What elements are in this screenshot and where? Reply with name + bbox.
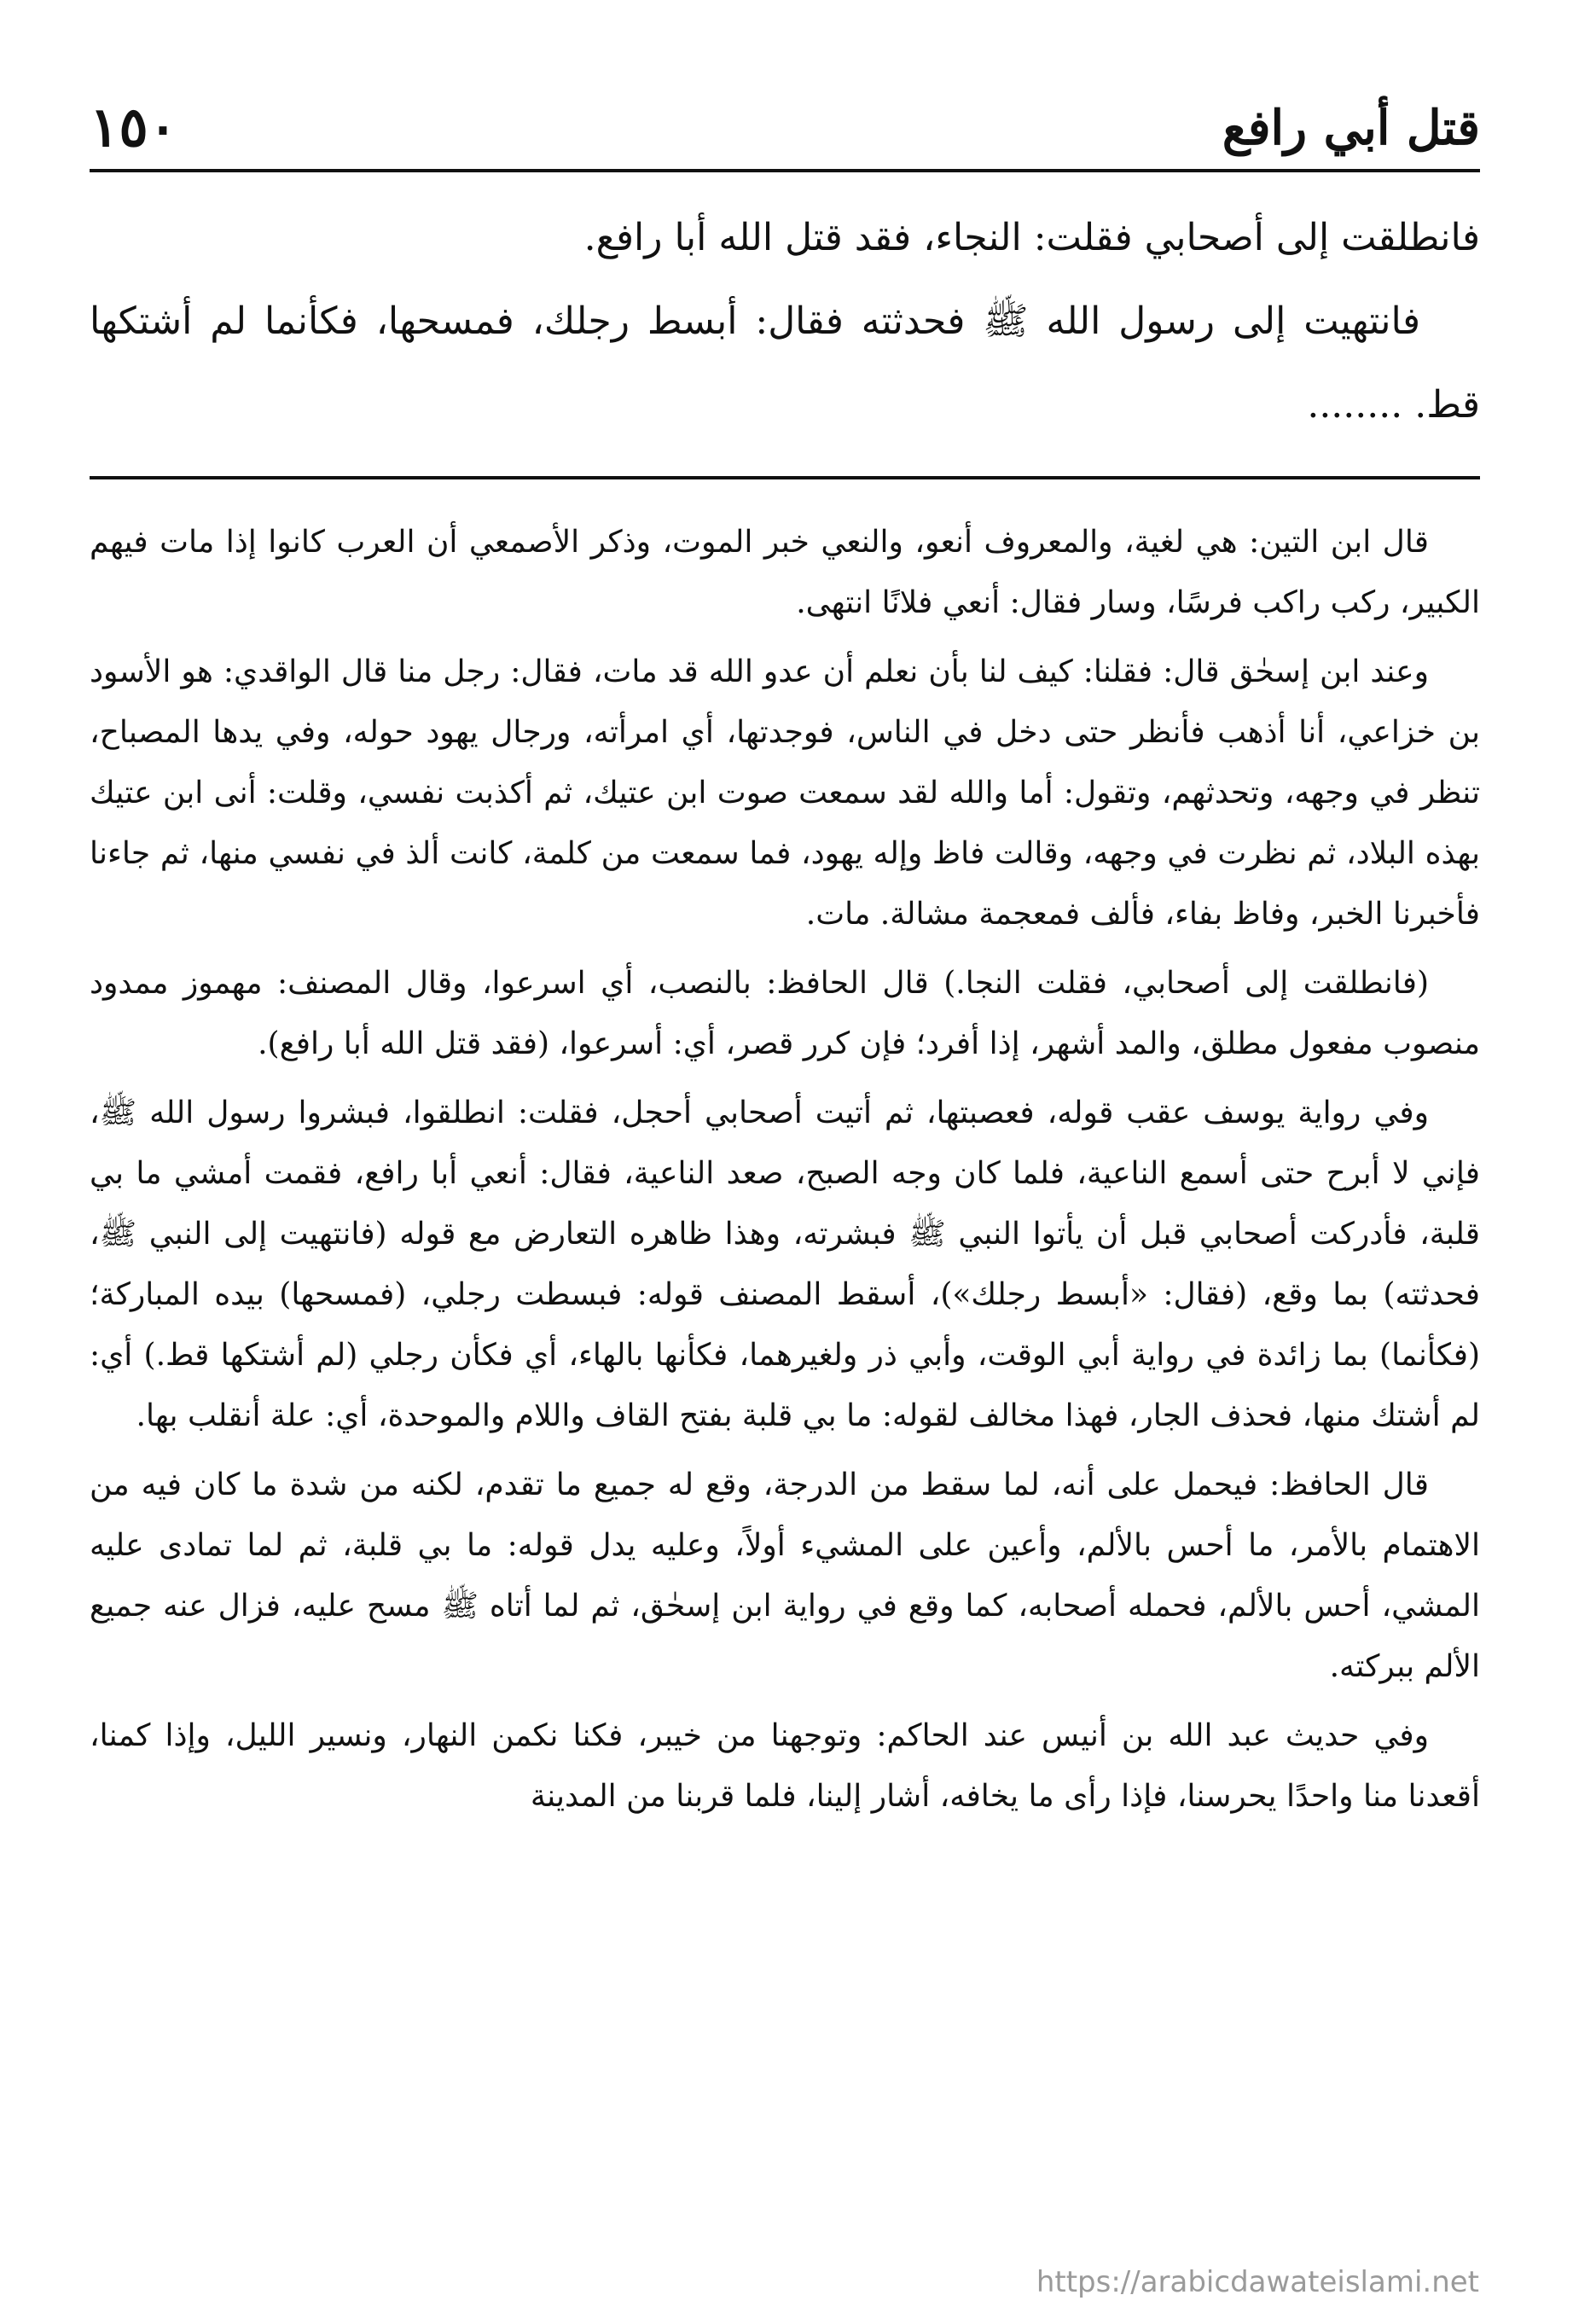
hadith-paragraph: فانطلقت إلى أصحابي فقلت: النجاء، فقد قتل الله أبا رافع. [583, 216, 1480, 259]
hadith-text [90, 196, 1480, 447]
hadith-paragraph: فانتهيت إلى رسول الله ﷺ فحدثته فقال: أبسط رجلك، فمسحها، فكأنما لم أشتكها قط. ........ [90, 299, 1480, 427]
page-header [90, 90, 1480, 166]
commentary-paragraph: وفي حديث عبد الله بن أنيس عند الحاكم: وتوجهنا من خيبر، فكنا نكمن النهار، ونسير الليل، وإذا كمنا، أقعدنا منا واحدًا يحرسنا، فإذا رأى ما يخافه، أشار إلينا، فلما قربنا من المدينة [90, 1718, 1480, 1814]
running-title: قتل أبي رافع [1222, 100, 1480, 156]
commentary-paragraph: وفي رواية يوسف عقب قوله، فعصبتها، ثم أتيت أصحابي أحجل، فقلت: انطلقوا، فبشروا رسول الله ﷺ، فإني لا أبرح حتى أسمع الناعية، فلما كان وجه الصبح، صعد الناعية، فقال: أنعي أبا رافع، فقمت أمشي ما بي قلبة، فأدركت أصحابي قبل أن يأتوا النبي ﷺ فبشرته، وهذا ظاهره التعارض مع قوله (فانتهيت إلى النبي ﷺ، فحدثته) بما وقع، (فقال: «أبسط رجلك»)، أسقط المصنف قوله: فبسطت رجلي، (فمسحها) بيده المباركة؛ (فكأنما) بما زائدة في رواية أبي الوقت، وأبي ذر ولغيرهما، فكأنها بالهاء، أي فكأن رجلي (لم أشتكها قط.) أي: لم أشتك منها، فحذف الجار، فهذا مخالف لقوله: ما بي قلبة بفتح القاف واللام والموحدة، أي: علة أنقلب بها. [90, 1095, 1480, 1433]
section-divider [90, 476, 1480, 479]
commentary-text [90, 512, 1480, 1835]
commentary-paragraph: (فانطلقت إلى أصحابي، فقلت النجا.) قال الحافظ: بالنصب، أي اسرعوا، وقال المصنف: مهموز ممدود منصوب مفعول مطلق، والمد أشهر، إذا أفرد؛ فإن كرر قصر، أي: أسرعوا، (فقد قتل الله أبا رافع). [90, 966, 1480, 1061]
page-number: ١٥٠ [90, 96, 178, 160]
commentary-paragraph: قال الحافظ: فيحمل على أنه، لما سقط من الدرجة، وقع له جميع ما تقدم، لكنه من شدة ما كان فيه من الاهتمام بالأمر، ما أحس بالألم، وأعين على المشيء أولاً، وعليه يدل قوله: ما بي قلبة، ثم لما تمادى عليه المشي، أحس بالألم، فحمله أصحابه، كما وقع في رواية ابن إسحٰق، ثم لما أتاه ﷺ مسح عليه، فزال عنه جميع الألم ببركته. [90, 1467, 1480, 1684]
commentary-paragraph: قال ابن التين: هي لغية، والمعروف أنعو، والنعي خبر الموت، وذكر الأصمعي أن العرب كانوا إذا مات فيهم الكبير، ركب راكب فرسًا، وسار فقال: أنعي فلانًا انتهى. [90, 525, 1480, 620]
watermark: https://arabicdawateislami.net [1036, 2265, 1479, 2299]
commentary-paragraph: وعند ابن إسحٰق قال: فقلنا: كيف لنا بأن نعلم أن عدو الله قد مات، فقال: رجل منا قال الواقدي: هو الأسود بن خزاعي، أنا أذهب فأنظر حتى دخل في الناس، فوجدتها، أي امرأته، ورجال يهود حوله، وفي يدها المصباح، تنظر في وجهه، وتحدثهم، وتقول: أما والله لقد سمعت صوت ابن عتيك، ثم أكذبت نفسي، وقلت: أنى ابن عتيك بهذه البلاد، ثم نظرت في وجهه، وقالت فاظ وإله يهود، فما سمعت من كلمة، كانت ألذ في نفسي منها، ثم جاءنا فأخبرنا الخبر، وفاظ بفاء، فألف فمعجمة مشالة. مات. [90, 654, 1480, 932]
header-divider [90, 169, 1480, 172]
